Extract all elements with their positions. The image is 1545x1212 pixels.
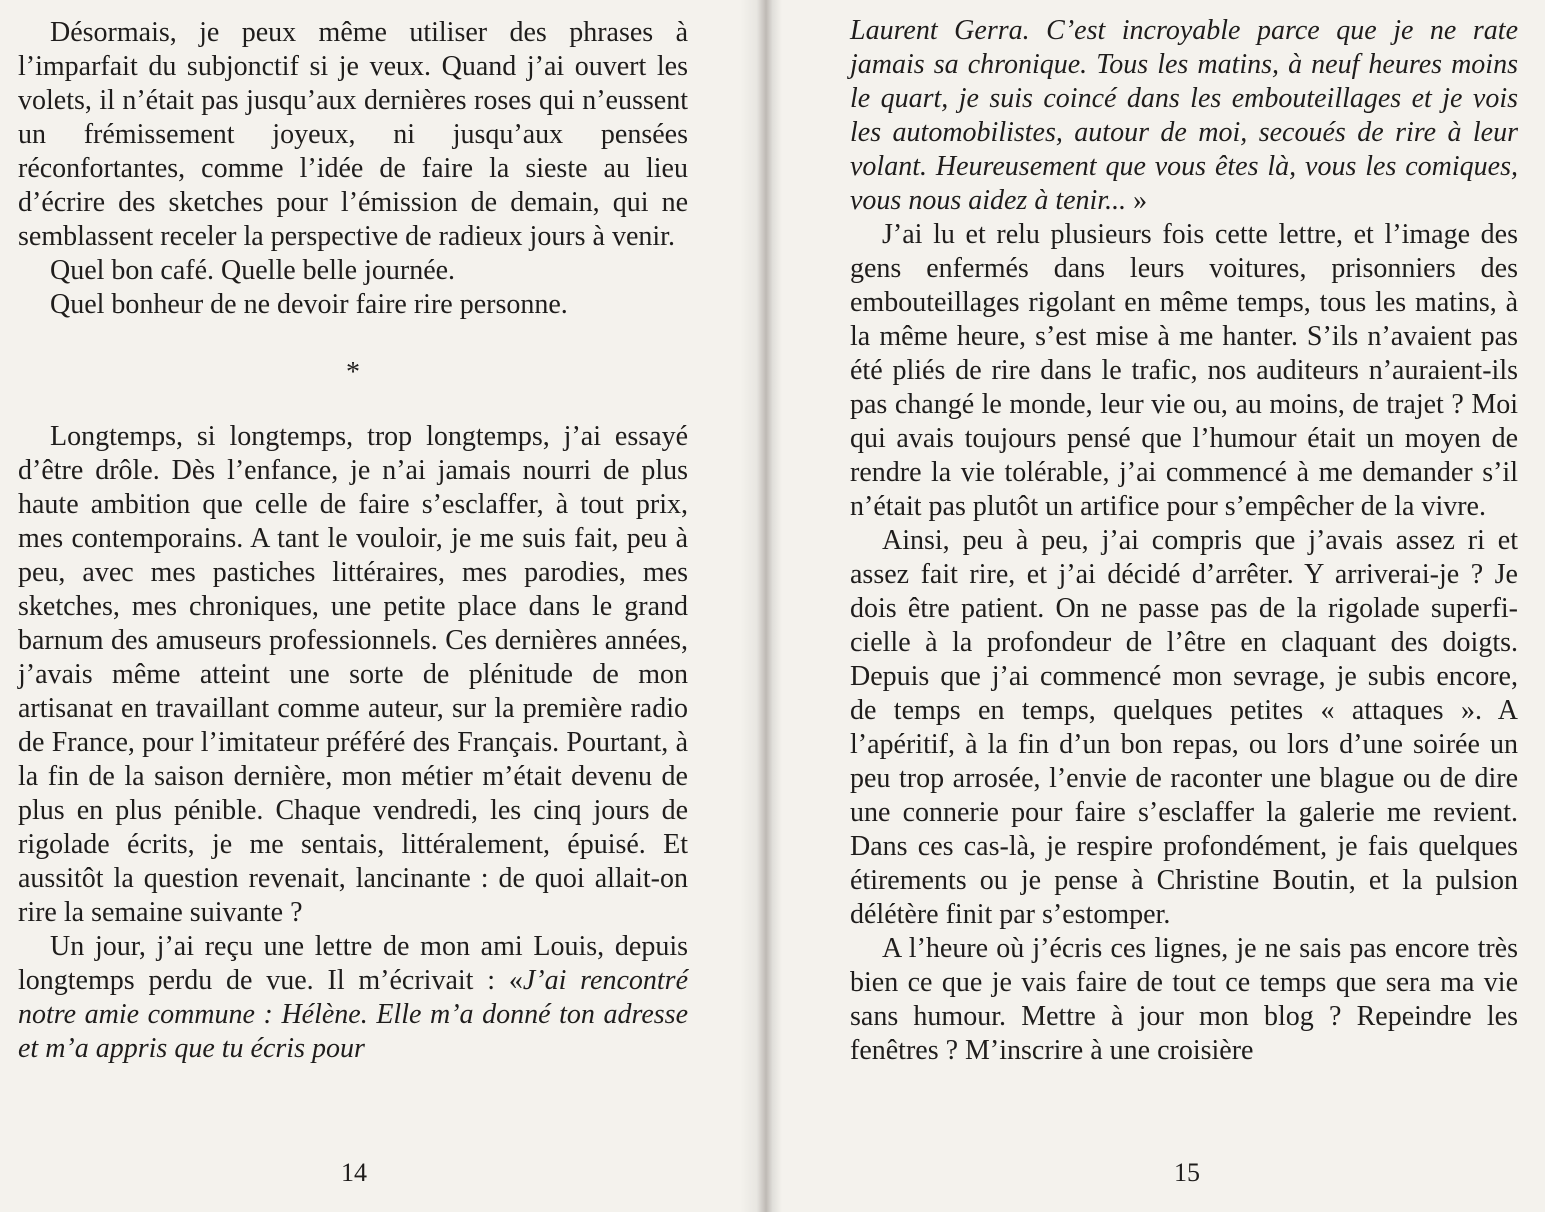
right-page	[772, 0, 1545, 1212]
letter-intro: Un jour, j’ai reçu une lettre de mon ami Louis, depuis longtemps perdu de vue. Il m’écrivait : «	[18, 931, 688, 996]
letter-quote-start: J’ai rencontré notre amie commune : Hélène. Elle m’a donné ton adresse et m’a appris que tu écris pour	[18, 965, 688, 1064]
paragraph: Quel bon café. Quelle belle journée.	[50, 255, 456, 286]
letter-close: »	[1126, 185, 1148, 216]
paragraph: Longtemps, si longtemps, trop longtemps, j’ai essayé d’être drôle. Dès l’enfance, je n’ai jamais nourri de plus haute ambition que celle de faire s’esclaffer, à tout prix, mes contemporains. A tant le vouloir, je me suis fait, peu à peu, avec mes pastiches littéraires, mes parodies, mes sketches, mes chroniques, une petite place dans le grand barnum des amuseurs professionnels. Ces dernières années, j’avais même atteint une sorte de plénitude de mon artisanat en travaillant comme auteur, sur la première radio de France, pour l’imitateur préféré des Français. Pourtant, à la fin de la saison dernière, mon métier m’était devenu de plus en plus pénible. Chaque vendredi, les cinq jours de rigolade écrits, je me sentais, littéralement, épuisé. Et aussitôt la question revenait, lancinante : de quoi allait-on rire la semaine suivante ?	[18, 421, 688, 928]
letter-paragraph	[18, 930, 688, 1066]
paragraph: A l’heure où j’écris ces lignes, je ne sais pas encore très bien ce que je vais faire de tout ce temps que sera ma vie sans humour. Mettre à jour mon blog ? Repeindre les fenêtres ? M’inscrire à une croisière	[850, 933, 1518, 1066]
page-number: 15	[1174, 1158, 1200, 1187]
right-page-text	[850, 14, 1518, 1068]
left-page	[0, 0, 760, 1212]
paragraph: J’ai lu et relu plusieurs fois cette lettre, et l’image des gens enfermés dans leurs voitures, prisonniers des embouteillages rigolant en même temps, tous les matins, à la même heure, s’est mise à me hanter. S’ils n’avaient pas été pliés de rire dans le trafic, nos auditeurs n’auraient-ils pas changé le monde, leur vie ou, au moins, de trajet ? Moi qui avais toujours pensé que l’humour était un moyen de rendre la vie tolérable, j’ai commencé à me demander s’il n’était pas plutôt un artifice pour s’empêcher de la vivre.	[850, 219, 1518, 522]
section-separator: *	[346, 357, 360, 388]
paragraph: Désormais, je peux même utiliser des phrases à l’imparfait du subjonctif si je veux. Quand j’ai ouvert les volets, il n’était pas jusqu’aux dernières roses qui n’eussent un frémissement joyeux, ni jusqu’aux pensées réconfortantes, comme l’idée de faire la sieste au lieu d’écrire des sketches pour l’émission de demain, qui ne semblassent receler la perspective de radieux jours à venir.	[18, 17, 688, 252]
letter-quote-continued: Laurent Gerra. C’est incroyable parce que je ne rate jamais sa chronique. Tous les matins, à neuf heures moins le quart, je suis coincé dans les embouteillages et je vois les automobilistes, autour de moi, secoués de rire à leur volant. Heureusement que vous êtes là, vous les comiques, vous nous aidez à tenir...	[850, 15, 1518, 216]
left-page-text	[18, 16, 688, 1066]
paragraph: Ainsi, peu à peu, j’ai compris que j’avais assez ri et assez fait rire, et j’ai décidé d’arrêter. Y arriverai-je ? Je dois être patient. On ne passe pas de la rigolade superficielle à la profondeur de l’être en claquant des doigts. Depuis que j’ai commencé mon sevrage, je subis encore, de temps en temps, quelques petites « attaques ». A l’apéritif, à la fin d’un bon repas, ou lors d’une soirée un peu trop arrosée, l’envie de raconter une blague ou de dire une connerie pour faire s’esclaffer la galerie me revient. Dans ces cas-là, je respire profondément, je fais quelques étirements ou je pense à Christine Boutin, et la pulsion délétère finit par s’estomper.	[850, 525, 1518, 930]
page-number: 14	[341, 1158, 367, 1187]
paragraph: Quel bonheur de ne devoir faire rire personne.	[50, 289, 568, 320]
letter-continued	[850, 14, 1518, 218]
